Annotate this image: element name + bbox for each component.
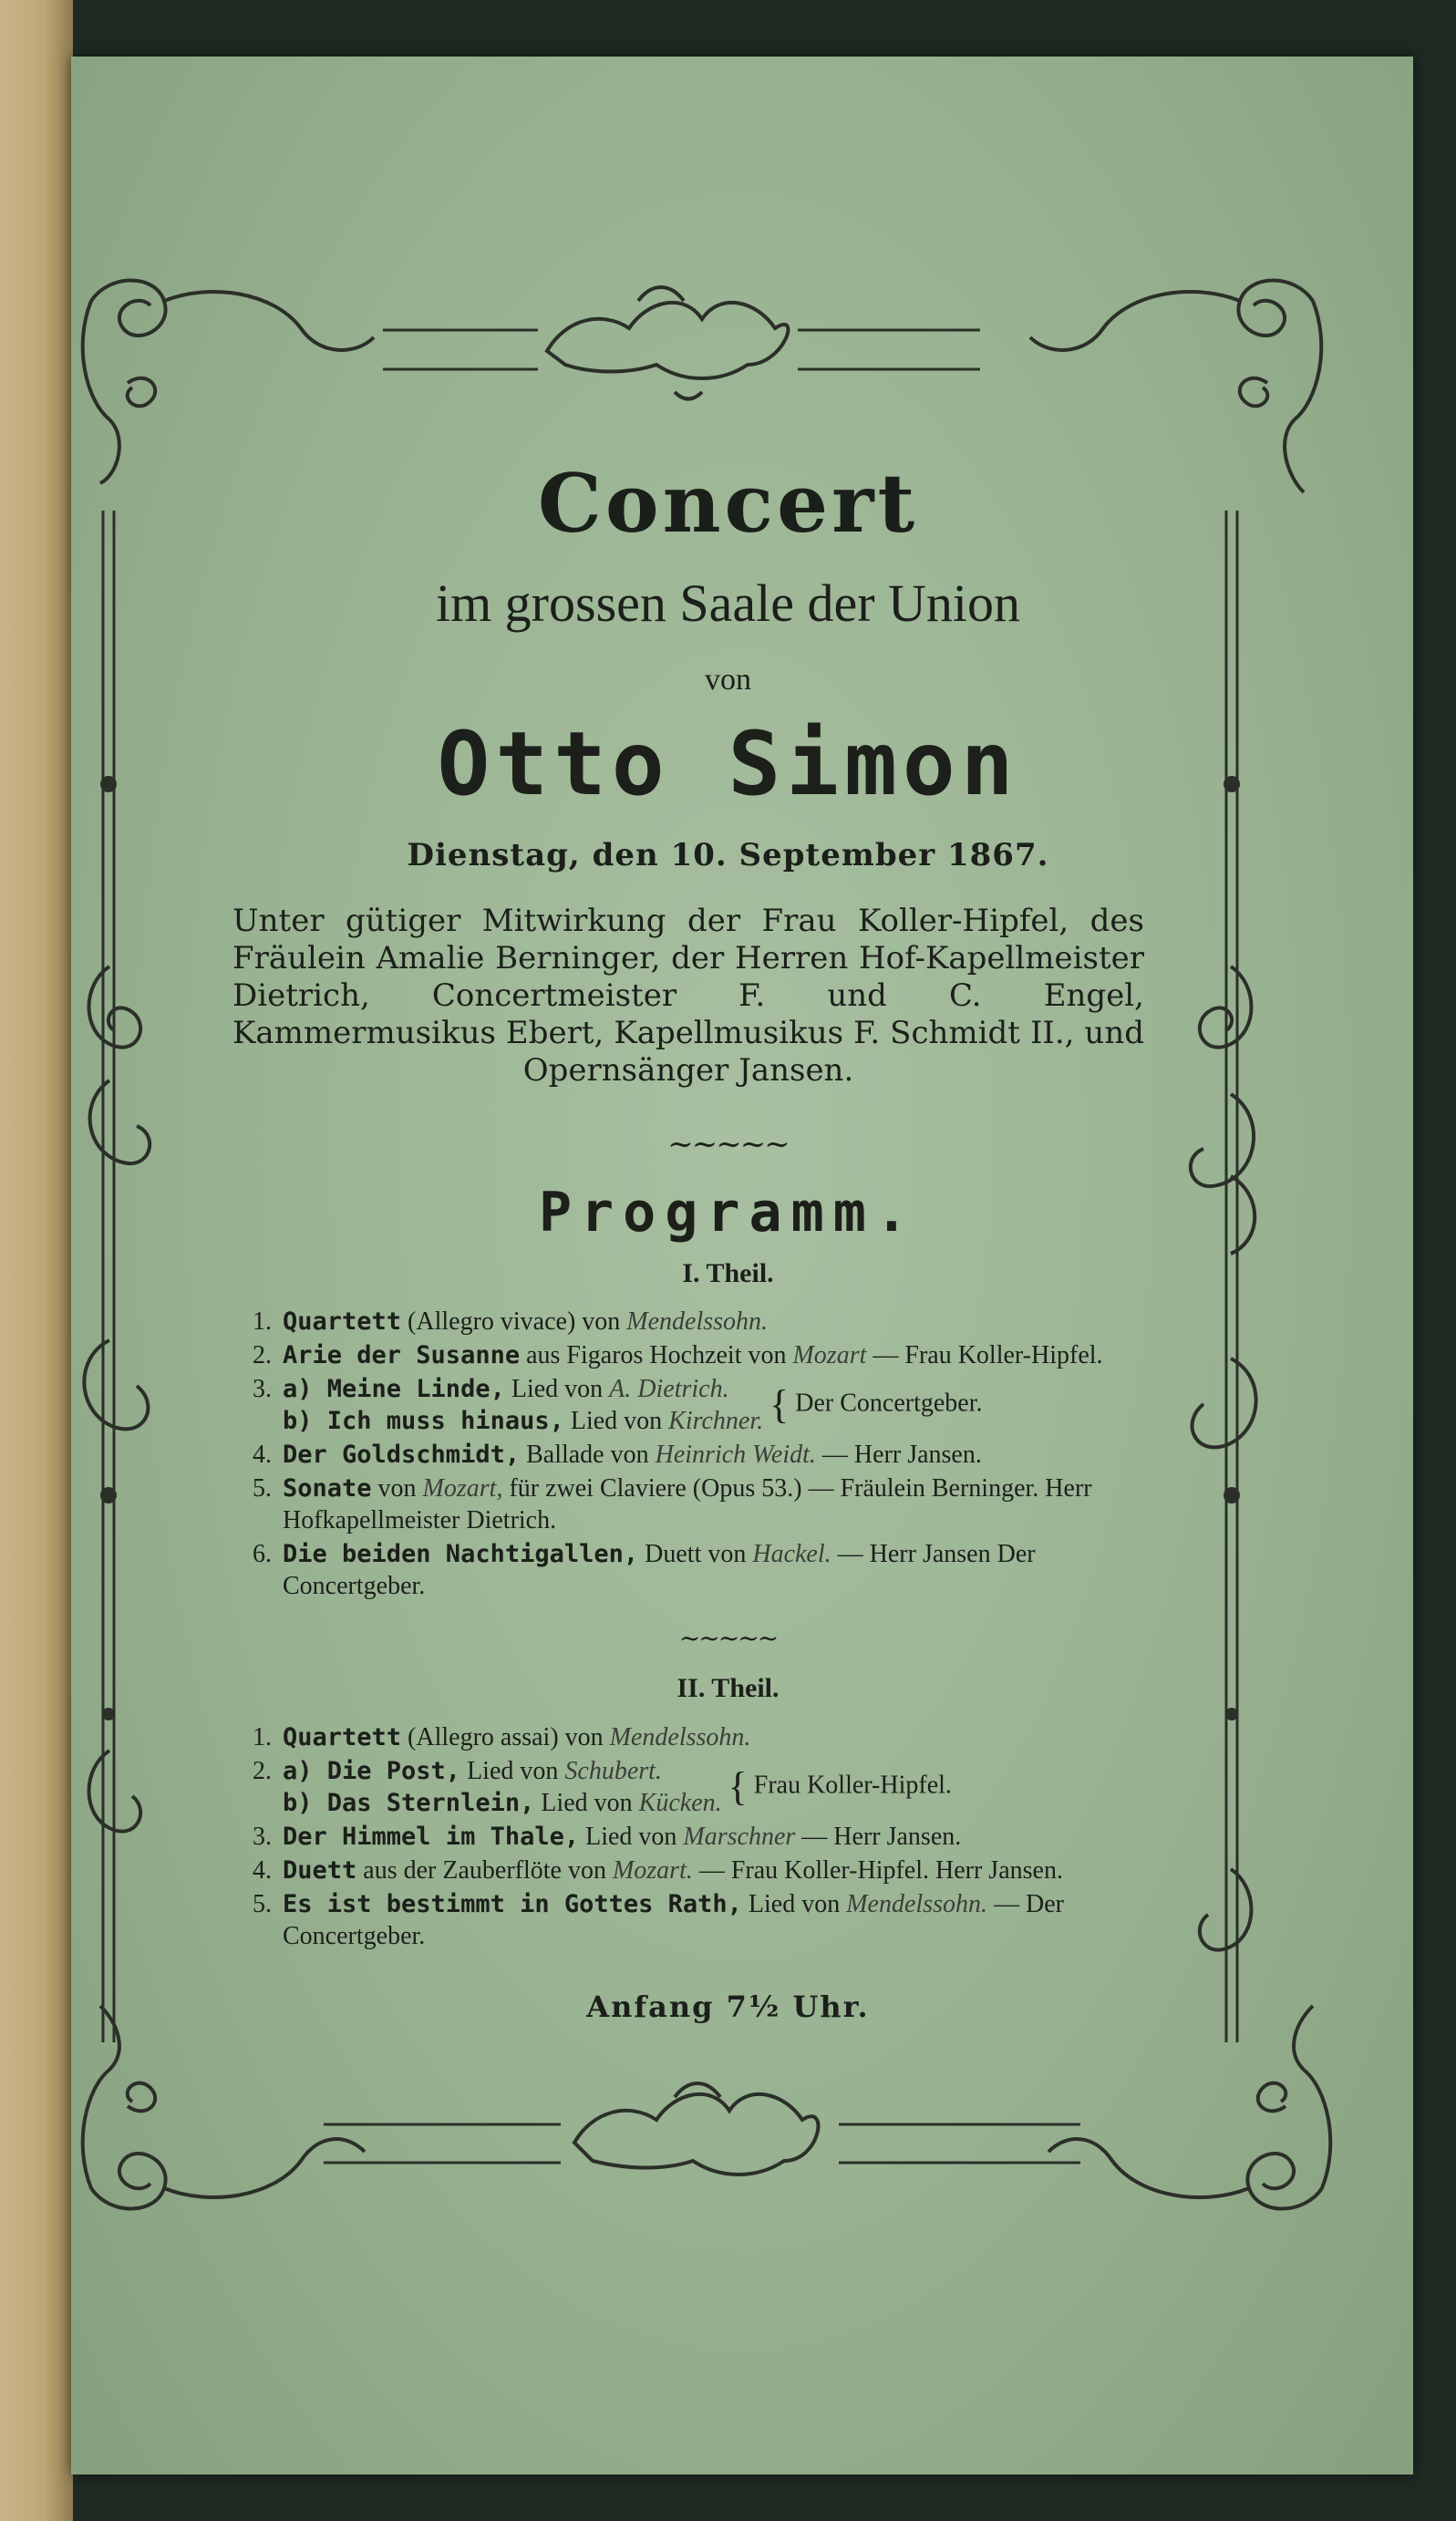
list-item: 1. Quartett (Allegro vivace) von Mendelssohn. <box>253 1307 769 1336</box>
part1-list <box>239 1306 1158 1604</box>
list-item: 2. Arie der Susanne aus Figaros Hochzeit von Mozart — Frau Koller-Hipfel. <box>253 1341 1103 1369</box>
list-item: 4. Der Goldschmidt, Ballade von Heinrich Weidt. — Herr Jansen. <box>253 1441 982 1469</box>
top-center-ornament <box>547 287 788 399</box>
left-side-ornament-lower <box>84 1340 148 1832</box>
intro-text: Unter gütiger Mitwirkung der Frau Koller-Hipfel, des Fräulein Amalie Berninger, der Herren Hof-Kapellmeister Dietrich, Concertmeister F. und C. Engel, Kammermusikus Ebert, Kapellmusikus F. Schmidt II., und Opernsänger Jansen. <box>232 903 1144 1089</box>
programm-heading: Programm. <box>538 1181 918 1245</box>
von-label: von <box>705 663 751 697</box>
divider-flourish: ~~~~~ <box>678 1623 778 1653</box>
list-item: 3. Der Himmel im Thale, Lied von Marschner — Herr Jansen. <box>253 1823 962 1851</box>
list-item: 5. Es ist bestimmt in Gottes Rath, Lied von Mendelssohn. — Der Concertgeber. <box>253 1890 1064 1950</box>
start-time: Anfang 7½ Uhr. <box>586 1989 870 2024</box>
list-item: 1. Quartett (Allegro assai) von Mendelssohn. <box>253 1723 751 1751</box>
right-side-ornament-lower <box>1193 1359 1256 1950</box>
list-item: 3. a) Meine Linde, Lied von A. Dietrich. b) Ich muss hinaus, Lied von Kirchner. { Der Concertgeber. <box>253 1375 983 1435</box>
rail-rosette <box>100 1487 117 1503</box>
list-item: 5. Sonate von Mozart, für zwei Claviere (Opus 53.) — Fräulein Berninger. Herr Hofkapellmeister Dietrich. <box>253 1474 1092 1534</box>
performer-name: Otto Simon <box>437 713 1019 815</box>
rail-rosette <box>1224 1487 1240 1503</box>
list-item: 4. Duett aus der Zauberflöte von Mozart. — Frau Koller-Hipfel. Herr Jansen. <box>253 1856 1063 1885</box>
bottom-center-ornament <box>574 2083 818 2175</box>
corner-ornament-bottom-left <box>83 2006 365 2209</box>
concert-title: Concert <box>537 456 919 551</box>
corner-ornament-bottom-right <box>1048 2006 1330 2209</box>
part2-list <box>239 1721 1158 1954</box>
venue-line: im grossen Saale der Union <box>435 573 1021 633</box>
part2-heading: II. Theil. <box>676 1673 780 1703</box>
rail-rosette <box>1225 1708 1238 1720</box>
divider-flourish: ~~~~~ <box>667 1126 789 1162</box>
part1-heading: I. Theil. <box>682 1258 774 1288</box>
brace-glyph: { <box>769 1382 790 1427</box>
brace-glyph: { <box>728 1764 748 1809</box>
concert-date: Dienstag, den 10. September 1867. <box>407 837 1049 873</box>
list-item: 2. a) Die Post, Lied von Schubert. b) Das Sternlein, Lied von Kücken. { Frau Koller-Hipfel. <box>253 1757 952 1817</box>
rail-rosette <box>102 1708 115 1720</box>
list-item: 6. Die beiden Nachtigallen, Duett von Hackel. — Herr Jansen Der Concertgeber. <box>253 1540 1036 1600</box>
corner-ornament-top-left <box>83 281 374 484</box>
